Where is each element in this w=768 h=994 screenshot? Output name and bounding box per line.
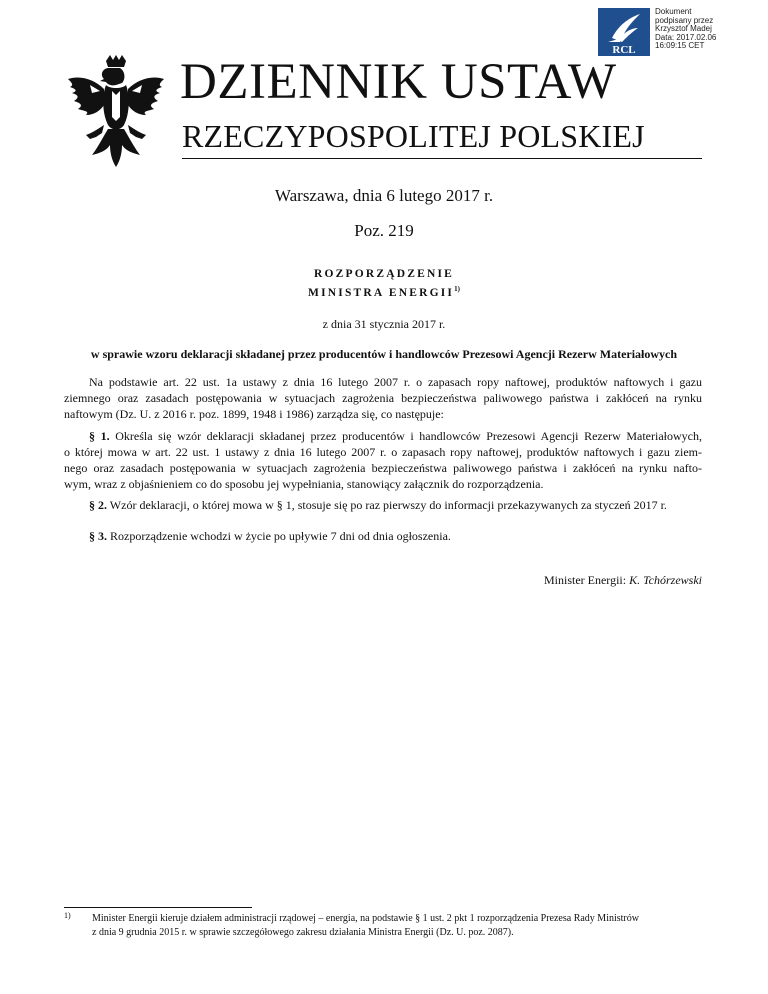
- signatory-name: K. Tchórzewski: [629, 573, 702, 587]
- section-3-label: § 3.: [89, 529, 107, 543]
- preamble-line: Na podstawie art. 22 ust. 1a ustawy z dnia 16 lutego 2007 r. o zapasach ropy naftowej, produktów naftowych i gazu: [89, 375, 702, 389]
- section-1-line: wym, wraz z objaśnieniem co do sposobu jej wypełniania, stanowiący załącznik do rozporządzenia.: [64, 477, 544, 491]
- position-number: Poz. 219: [354, 221, 414, 240]
- footnote-divider: [64, 907, 252, 908]
- stamp-line: Dokument: [655, 7, 692, 16]
- section-2-line: [64, 497, 702, 513]
- section-1-text: Określa się wzór deklaracji składanej przez producentów i handlowców Prezesowi Agencji Rezerw Materiałowych,: [115, 429, 702, 443]
- preamble-line: ziemnego oraz zasadach postępowania w sytuacjach zagrożenia bezpieczeństwa paliwowego państwa i zakłóceń na rynku: [64, 391, 702, 405]
- preamble-paragraph: [64, 374, 702, 422]
- section-2-label: § 2.: [89, 498, 107, 512]
- act-subject: w sprawie wzoru deklaracji składanej przez producentów i handlowców Prezesowi Agencji Rezerw Materiałowych: [90, 347, 678, 361]
- stamp-line: podpisany przez: [655, 15, 714, 25]
- footnote-text: [92, 912, 702, 940]
- rcl-signature-logo: [598, 8, 650, 56]
- section-2-text: Wzór deklaracji, o której mowa w § 1, stosuje się po raz pierwszy do informacji przekazywanych za styczeń 2017 r.: [109, 498, 667, 512]
- section-2: [64, 497, 702, 513]
- signature-stamp-text: [655, 8, 765, 51]
- svg-text:RCL: RCL: [612, 44, 636, 56]
- section-3-text: Rozporządzenie wchodzi w życie po upływie 7 dni od dnia ogłoszenia.: [110, 529, 451, 543]
- section-1-line: o której mowa w art. 22 ust. 1 ustawy z dnia 16 lutego 2007 r. o zapasach ropy naftowej, produktów naftowych i gazu ziem-: [64, 445, 702, 459]
- section-1: [64, 428, 702, 492]
- issue-date: Warszawa, dnia 6 lutego 2017 r.: [274, 186, 494, 205]
- signatory-role: Minister Energii:: [543, 573, 627, 587]
- section-1-line: nego oraz zasadach postępowania w sytuacjach zagrożenia bezpieczeństwa paliwowego państwa i zakłóceń na rynku nafto-: [64, 461, 702, 475]
- section-1-first-line: [64, 428, 702, 444]
- section-3: [64, 528, 702, 544]
- act-type: ROZPORZĄDZENIE: [313, 268, 455, 280]
- signatory: [544, 573, 702, 588]
- footnote-line: z dnia 9 grudnia 2015 r. w sprawie szczegółowego zakresu działania Ministra Energii (Dz. U. poz. 2087).: [92, 927, 514, 938]
- stamp-line: Data: 2017.02.06: [655, 32, 717, 42]
- masthead-divider: [182, 158, 702, 159]
- footnote-mark: 1): [64, 911, 71, 920]
- act-issuer: [0, 285, 768, 299]
- stamp-line: 16:09:15 CET: [655, 41, 705, 51]
- journal-title: DZIENNIK USTAW: [180, 54, 617, 110]
- journal-subtitle: RZECZYPOSPOLITEJ POLSKIEJ: [182, 118, 645, 154]
- footnote-reference: 1): [454, 285, 460, 293]
- act-issuer-name: MINISTRA ENERGII: [308, 286, 455, 299]
- section-3-line: [64, 528, 702, 544]
- act-date: z dnia 31 stycznia 2017 r.: [322, 317, 446, 331]
- section-1-label: § 1.: [89, 429, 110, 443]
- footnote-line: Minister Energii kieruje działem administracji rządowej – energia, na podstawie § 1 ust. 2 pkt 1 rozporządzenia Prezesa Rady Ministrów: [92, 913, 639, 924]
- polish-eagle-emblem: [62, 55, 170, 175]
- preamble-line: naftowym (Dz. U. z 2016 r. poz. 1899, 1948 i 1986) zarządza się, co następuje:: [64, 407, 444, 421]
- stamp-line: Krzysztof Madej: [655, 24, 712, 34]
